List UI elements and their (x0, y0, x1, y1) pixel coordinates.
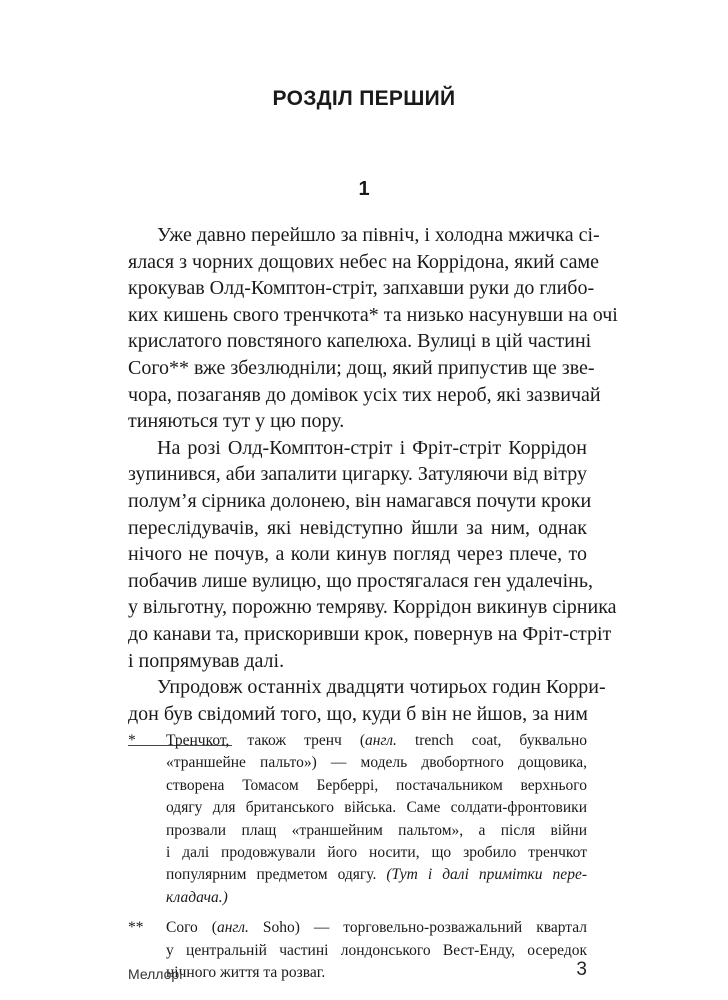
footnote-line: нічного життя та розваг. (166, 964, 326, 981)
footnote-line: створена Томасом Берберрі, постачальником верхнього (166, 776, 587, 794)
body-line: переслідувачів, які невідступно йшли за ним, однак (128, 516, 587, 539)
page-number: 3 (576, 959, 587, 980)
footnote-line: Тренчкот, також тренч (англ. trench coat, буквально (166, 732, 587, 749)
body-line: ялася з чорних дощових небес на Коррідона, який саме (128, 250, 600, 273)
body-line: Сого** вже збезлюдніли; дощ, який припустив ще зве- (128, 357, 595, 379)
body-line: полум’я сірника долонею, він намагався почути кроки (128, 490, 592, 512)
running-footer: Меллорі (128, 966, 183, 982)
footnote-marker: * (128, 732, 136, 749)
body-line: побачив лише вулицю, що простягалася ген удалечінь, (128, 569, 593, 592)
body-line: ких кишень свого тренчкота* та низько насунувши на очі (128, 303, 618, 326)
body-line: у вільготну, порожню темряву. Коррідон викинув сірника (128, 596, 617, 619)
body-line: до канави та, прискоривши крок, повернув на Фріт-стріт (128, 623, 612, 645)
body-line: крокував Олд-Комптон-стріт, запхавши руки до глибо- (128, 277, 595, 300)
body-line: Уже давно перейшло за північ, і холодна мжичка сі- (157, 224, 600, 246)
body-line: тиняються тут у цю пору. (128, 410, 345, 433)
body-line: зупинився, аби запалити цигарку. Затуляючи від вітру (128, 463, 587, 486)
footnote-line: і далі продовжували його носити, що зробило тренчкот (166, 844, 587, 861)
body-line: нічого не почув, а коли кинув погляд через плече, то (128, 543, 587, 566)
footnote-marker: ** (128, 919, 144, 937)
chapter-title: РОЗДІЛ ПЕРШИЙ (272, 87, 456, 110)
footnote-line: кладача.) (166, 888, 228, 906)
footnote-line: популярним предметом одягу. (Тут і далі примітки пере- (166, 866, 587, 884)
footnote-line: Сого (англ. Soho) — торговельно-розважальний квартал (166, 919, 587, 937)
section-number: 1 (358, 178, 370, 200)
body-line: Упродовж останніх двадцяти чотирьох годин Корри- (157, 676, 606, 699)
footnote-line: прозвали плащ «траншейним пальтом», а після війни (166, 821, 587, 839)
footnote-line: у центральній частині лондонського Вест-Енду, осередок (166, 941, 587, 959)
body-line: крислатого повстяного капелюха. Вулиці в цій частині (128, 330, 592, 353)
body-line: На розі Олд-Комптон-стріт і Фріт-стріт Коррідон (157, 436, 587, 459)
body-line: чора, позаганяв до домівок усіх тих нероб, які зазвичай (128, 383, 601, 406)
body-line: дон був свідомий того, що, куди б він не йшов, за ним (128, 702, 588, 725)
footnote-line: «траншейне пальто») — модель двобортного дощовика, (166, 754, 587, 772)
footnote-line: одягу для британського війська. Саме солдати-фронтовики (166, 799, 587, 817)
body-line: і попрямував далі. (128, 649, 285, 672)
